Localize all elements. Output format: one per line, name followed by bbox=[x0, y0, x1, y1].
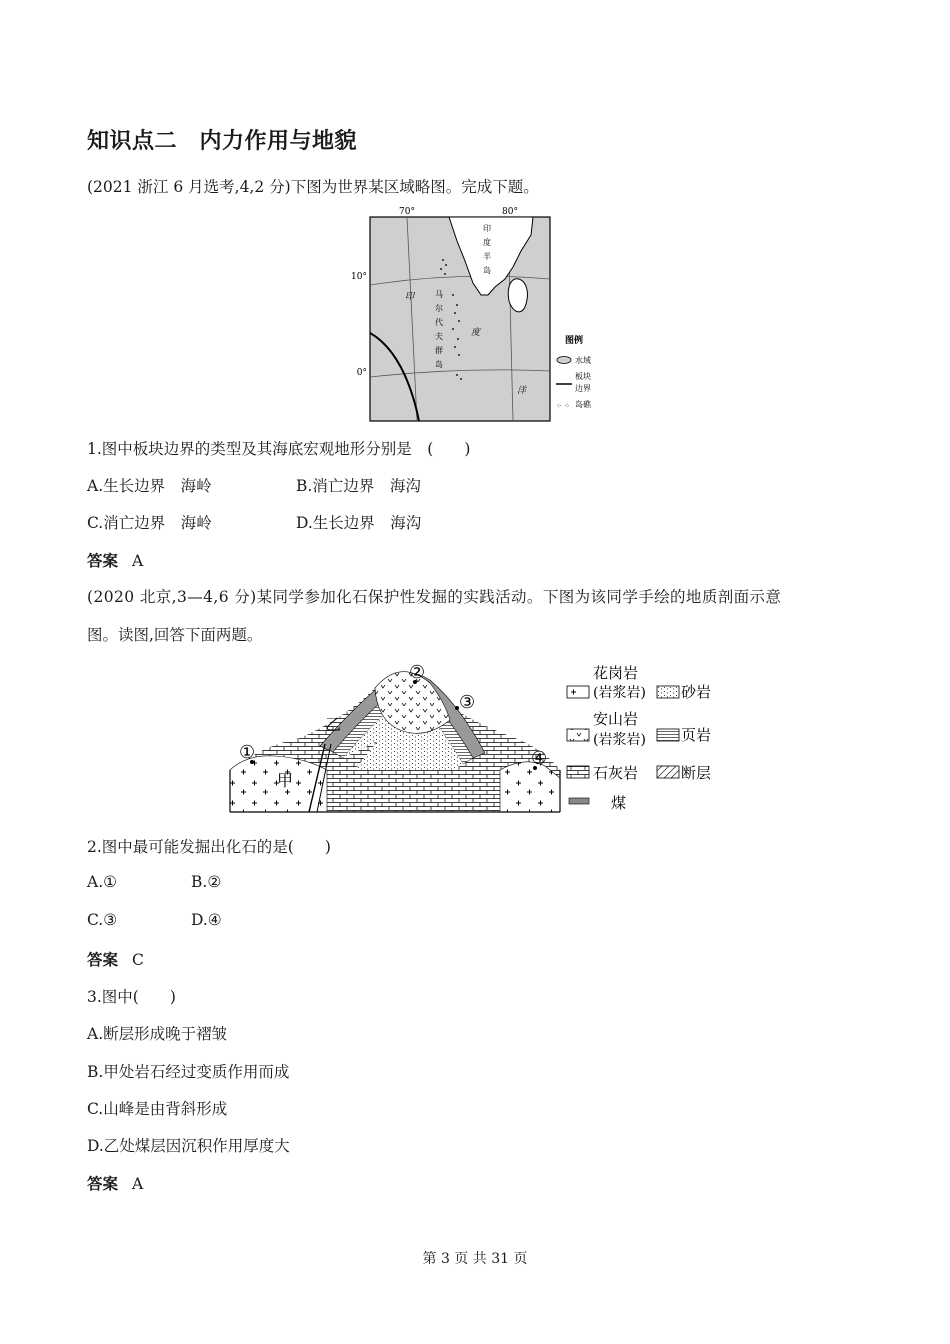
section-legend bbox=[567, 664, 711, 812]
maldives-char-6: 岛 bbox=[435, 360, 443, 369]
legend-andesite-swatch bbox=[567, 729, 589, 741]
peninsula-char-2: 度 bbox=[483, 238, 491, 247]
maldives-char-5: 群 bbox=[435, 346, 443, 355]
q3-answer-value: A bbox=[132, 1175, 144, 1193]
q1-answer-label: 答案 bbox=[87, 552, 119, 570]
maldives-char-1: 马 bbox=[435, 290, 443, 299]
q1-option-b[interactable]: B.消亡边界 海沟 bbox=[296, 477, 421, 495]
label-yi: 乙 bbox=[325, 715, 342, 734]
geologic-section bbox=[225, 658, 725, 818]
q1-stem: 1.图中板块边界的类型及其海底宏观地形分别是 ( ) bbox=[87, 440, 471, 458]
q3-stem: 3.图中( ) bbox=[87, 988, 176, 1006]
peninsula-char-3: 半 bbox=[483, 252, 491, 261]
maldives-char-3: 代 bbox=[435, 318, 443, 327]
intro-1: (2021 浙江 6 月选考,4,2 分)下图为世界某区域略图。完成下题。 bbox=[87, 178, 539, 196]
legend-coal-swatch bbox=[569, 798, 589, 804]
maldives-char-2: 尔 bbox=[435, 304, 443, 313]
q1-option-d[interactable]: D.生长边界 海沟 bbox=[296, 514, 422, 532]
q2-option-b[interactable]: B.② bbox=[191, 873, 222, 891]
legend-coal: 煤 bbox=[611, 794, 627, 812]
legend-sandstone-swatch bbox=[657, 686, 679, 698]
point-4-label: ④ bbox=[531, 748, 548, 769]
sri-lanka bbox=[508, 279, 527, 312]
legend-shale: 页岩 bbox=[681, 726, 712, 744]
legend-water-swatch bbox=[557, 357, 571, 364]
q2-answer-label: 答案 bbox=[87, 951, 119, 969]
q1-option-a[interactable]: A.生长边界 海岭 bbox=[87, 477, 212, 495]
q3-option-b[interactable]: B.甲处岩石经过变质作用而成 bbox=[87, 1063, 290, 1081]
legend-boundary-1: 板块 bbox=[575, 372, 591, 381]
q3-option-a[interactable]: A.断层形成晚于褶皱 bbox=[87, 1025, 228, 1043]
ocean-char-2: 度 bbox=[471, 328, 481, 338]
q1-answer-value: A bbox=[132, 552, 144, 570]
legend-andesite: 安山岩 bbox=[593, 710, 639, 728]
intro-2-line-1: (2020 北京,3—4,6 分)某同学参加化石保护性发掘的实践活动。下图为该同学手绘的地质剖面示意 bbox=[87, 588, 782, 606]
legend-granite-swatch bbox=[567, 686, 589, 698]
legend-boundary-2: 边界 bbox=[575, 384, 591, 393]
q3-option-c[interactable]: C.山峰是由背斜形成 bbox=[87, 1100, 228, 1118]
point-1-label: ① bbox=[239, 742, 256, 763]
lon-label-70: 70° bbox=[399, 207, 415, 217]
q2-answer bbox=[87, 948, 144, 970]
q2-option-c[interactable]: C.③ bbox=[87, 911, 118, 929]
legend-limestone: 石灰岩 bbox=[593, 764, 639, 782]
legend-water: 水域 bbox=[575, 356, 591, 365]
q2-stem: 2.图中最可能发掘出化石的是( ) bbox=[87, 838, 331, 856]
point-2-label: ② bbox=[409, 662, 426, 683]
q1-answer bbox=[87, 549, 143, 571]
lat-label-0: 0° bbox=[356, 368, 367, 378]
q2-answer-value: C bbox=[132, 951, 144, 969]
q2-option-d[interactable]: D.④ bbox=[191, 911, 222, 929]
legend-fault: 断层 bbox=[681, 764, 712, 782]
lat-label-10: 10° bbox=[351, 272, 367, 282]
legend-andesite-sub: (岩浆岩) bbox=[593, 732, 646, 748]
legend-granite-sub: (岩浆岩) bbox=[593, 685, 646, 701]
intro-2-line-2: 图。读图,回答下面两题。 bbox=[87, 626, 263, 644]
page-footer: 第 3 页 共 31 页 bbox=[422, 1251, 528, 1267]
peninsula-char-4: 岛 bbox=[483, 266, 491, 275]
ocean-char-3: 洋 bbox=[517, 386, 527, 396]
q2-option-a[interactable]: A.① bbox=[87, 873, 118, 891]
q3-option-d[interactable]: D.乙处煤层因沉积作用厚度大 bbox=[87, 1137, 290, 1155]
legend-granite: 花岗岩 bbox=[593, 664, 639, 682]
peninsula-char-1: 印 bbox=[483, 224, 491, 233]
q3-answer-label: 答案 bbox=[87, 1175, 119, 1193]
region-map bbox=[345, 205, 605, 425]
ocean-char-1: 印 bbox=[405, 292, 415, 302]
legend-reef: 岛礁 bbox=[575, 400, 591, 409]
legend-title: 图例 bbox=[565, 336, 584, 346]
legend-shale-swatch bbox=[657, 729, 679, 741]
q3-answer bbox=[87, 1172, 143, 1194]
legend-limestone-swatch bbox=[567, 766, 589, 778]
legend-fault-swatch bbox=[657, 766, 679, 778]
label-jia: 甲 bbox=[277, 771, 294, 790]
legend-sandstone: 砂岩 bbox=[681, 683, 712, 701]
section-title: 知识点二 内力作用与地貌 bbox=[87, 129, 358, 154]
legend-reef-swatch: ⁘ ⁘ bbox=[556, 402, 570, 410]
maldives-char-4: 夫 bbox=[435, 332, 443, 341]
q1-option-c[interactable]: C.消亡边界 海岭 bbox=[87, 514, 212, 532]
lon-label-80: 80° bbox=[502, 207, 518, 217]
point-3-label: ③ bbox=[459, 692, 476, 713]
